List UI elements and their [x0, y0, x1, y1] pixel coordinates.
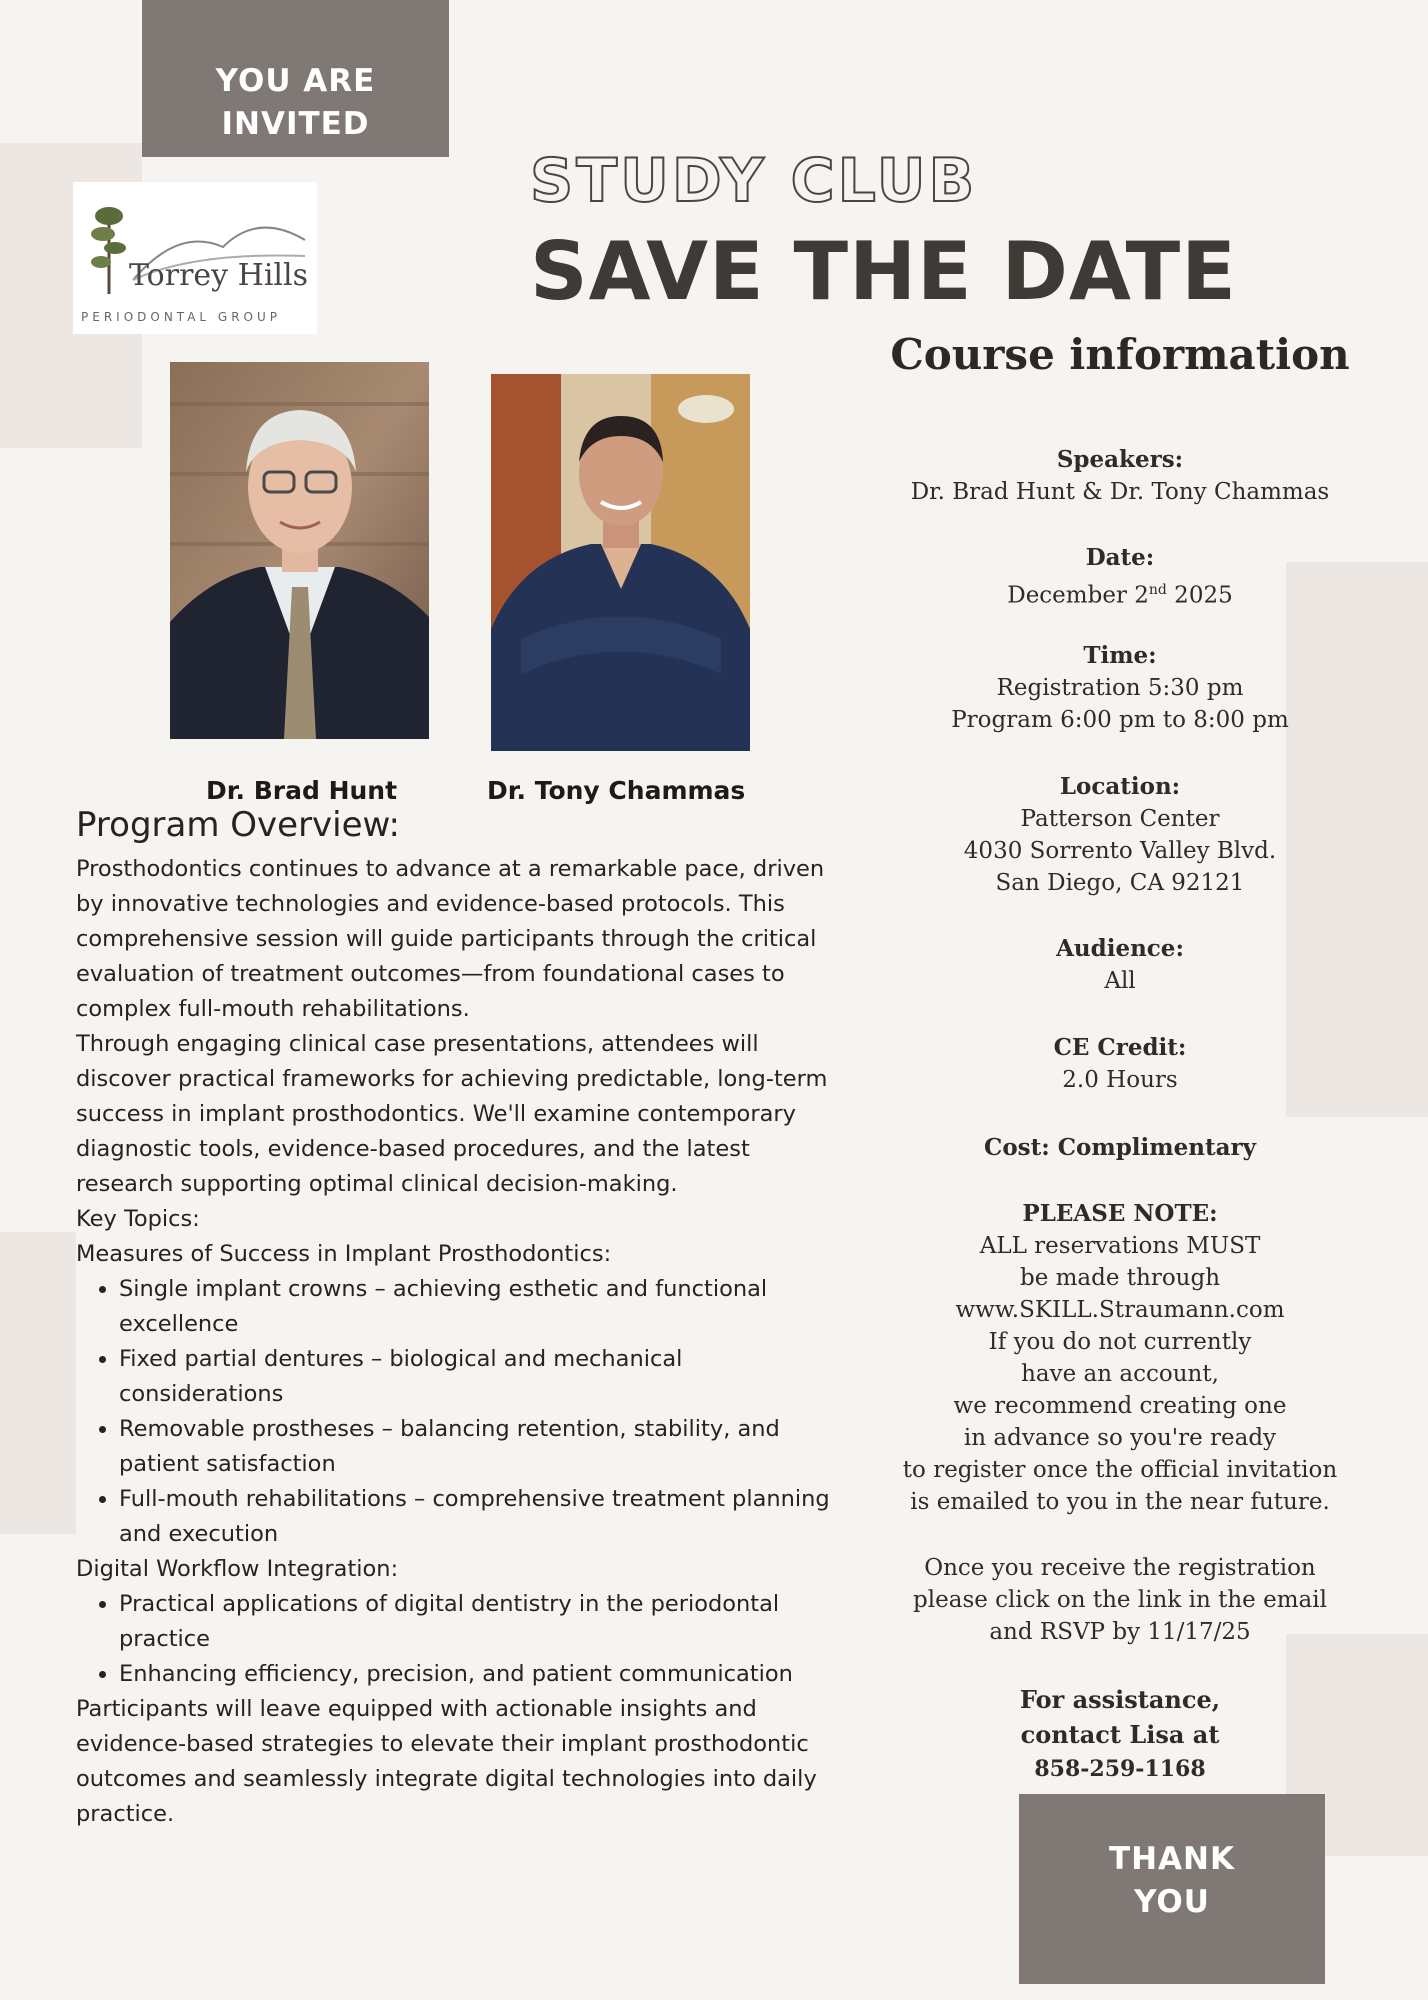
date-month-day: December 2: [1007, 582, 1149, 609]
ce-credit-value: 2.0 Hours: [1062, 1067, 1178, 1093]
speakers-value: Dr. Brad Hunt & Dr. Tony Chammas: [910, 479, 1330, 505]
speakers-label: Speakers:: [1056, 446, 1184, 473]
time-registration: Registration 5:30 pm: [996, 675, 1244, 701]
torrey-hills-logo: [73, 182, 317, 334]
course-information-heading: Course information: [890, 330, 1350, 379]
date-value: [870, 574, 1370, 612]
info-assistance: [870, 1682, 1370, 1786]
cost-label: Cost: Complimentary: [984, 1134, 1256, 1161]
list-item: • Full-mouth rehabilitations – comprehensive treatment planning and execution: [119, 1482, 836, 1552]
location-label: Location:: [1059, 773, 1181, 800]
key-topics-label: Key Topics:: [76, 1206, 200, 1232]
info-audience: [870, 933, 1370, 997]
overview-paragraph-2: Through engaging clinical case presentations, attendees will discover practical frameworks for achieving predictable, long-term success in implant prosthodontics. We'll examine contemporary diagnostic tools, evidence-based procedures, and the latest research supporting optimal clinical decision-making.: [76, 1031, 828, 1197]
note-line: If you do not currently: [988, 1329, 1252, 1355]
assistance-line1: For assistance,: [1019, 1685, 1221, 1714]
time-label: Time:: [1083, 642, 1157, 669]
info-time: [870, 640, 1370, 736]
time-program: Program 6:00 pm to 8:00 pm: [951, 707, 1289, 733]
info-cost: [870, 1132, 1370, 1164]
note-line: we recommend creating one: [953, 1393, 1287, 1419]
thank-you-line1: THANK: [1108, 1841, 1236, 1877]
rsvp-line: Once you receive the registration: [924, 1555, 1316, 1581]
note-line: ALL reservations MUST: [979, 1233, 1261, 1259]
audience-value: All: [1104, 968, 1136, 994]
info-please-note: [870, 1198, 1370, 1518]
ce-credit-label: CE Credit:: [1053, 1034, 1187, 1061]
location-line3: San Diego, CA 92121: [995, 870, 1245, 896]
assistance-phone: 858-259-1168: [1034, 1756, 1206, 1782]
list-item: • Single implant crowns – achieving esthetic and functional excellence: [119, 1272, 836, 1342]
overview-paragraph-1: Prosthodontics continues to advance at a remarkable pace, driven by innovative technologies and evidence-based protocols. This comprehensive session will guide participants through the critical evaluation of treatment outcomes—from foundational cases to complex full-mouth rehabilitations.: [76, 856, 825, 1022]
info-speakers: [870, 444, 1370, 508]
location-line2: 4030 Sorrento Valley Blvd.: [963, 838, 1277, 864]
info-rsvp: [870, 1552, 1370, 1648]
photo-brad-hunt: [170, 362, 429, 739]
note-line: to register once the official invitation: [902, 1457, 1338, 1483]
please-note-label: PLEASE NOTE:: [1022, 1200, 1218, 1227]
list-item: • Removable prostheses – balancing retention, stability, and patient satisfaction: [119, 1412, 836, 1482]
info-location: [870, 771, 1370, 899]
assistance-line2: contact Lisa at: [1020, 1720, 1220, 1749]
section-digital-workflow: Digital Workflow Integration:: [76, 1556, 399, 1582]
info-ce-credit: [870, 1032, 1370, 1096]
note-line: is emailed to you in the near future.: [910, 1489, 1330, 1515]
info-date: [870, 542, 1370, 612]
program-overview-heading: Program Overview:: [76, 805, 400, 845]
logo-name: Torrey Hills: [129, 258, 309, 293]
list-item: • Enhancing efficiency, precision, and patient communication: [119, 1657, 836, 1692]
rsvp-line: and RSVP by 11/17/25: [989, 1619, 1251, 1645]
note-line: have an account,: [1021, 1361, 1219, 1387]
speaker-name-brad-hunt: Dr. Brad Hunt: [206, 776, 398, 805]
logo-subtitle: PERIODONTAL GROUP: [81, 310, 282, 324]
note-line: in advance so you're ready: [963, 1425, 1277, 1451]
date-label: Date:: [1085, 544, 1155, 571]
section-measures-of-success: Measures of Success in Implant Prosthodontics:: [76, 1241, 612, 1267]
save-the-date-title: SAVE THE DATE: [530, 225, 1237, 318]
invited-badge-line2: INVITED: [221, 106, 370, 142]
program-overview: [76, 804, 836, 1832]
list-item: • Practical applications of digital dentistry in the periodontal practice: [119, 1587, 836, 1657]
rsvp-line: please click on the link in the email: [913, 1587, 1327, 1613]
bg-panel-left-mid: [0, 1232, 76, 1534]
digital-workflow-list: [76, 1587, 836, 1692]
measures-list: [76, 1272, 836, 1552]
speaker-name-tony-chammas: Dr. Tony Chammas: [487, 776, 746, 805]
date-suffix: nd: [1148, 582, 1167, 598]
location-line1: Patterson Center: [1020, 806, 1220, 832]
audience-label: Audience:: [1056, 935, 1184, 962]
invited-badge-line1: YOU ARE: [215, 63, 376, 99]
overview-closing: Participants will leave equipped with actionable insights and evidence-based strategies to elevate their implant prosthodontic outcomes and seamlessly integrate digital technologies into daily practice.: [76, 1696, 817, 1827]
note-line: www.SKILL.Straumann.com: [955, 1297, 1285, 1323]
date-year: 2025: [1166, 582, 1233, 609]
list-item: • Fixed partial dentures – biological and mechanical considerations: [119, 1342, 836, 1412]
invited-badge: [142, 0, 449, 157]
thank-you-badge: [1019, 1794, 1325, 1984]
note-line: be made through: [1019, 1265, 1221, 1291]
thank-you-line2: YOU: [1134, 1884, 1210, 1920]
study-club-title: STUDY CLUB: [530, 146, 978, 216]
photo-tony-chammas: [491, 374, 750, 751]
